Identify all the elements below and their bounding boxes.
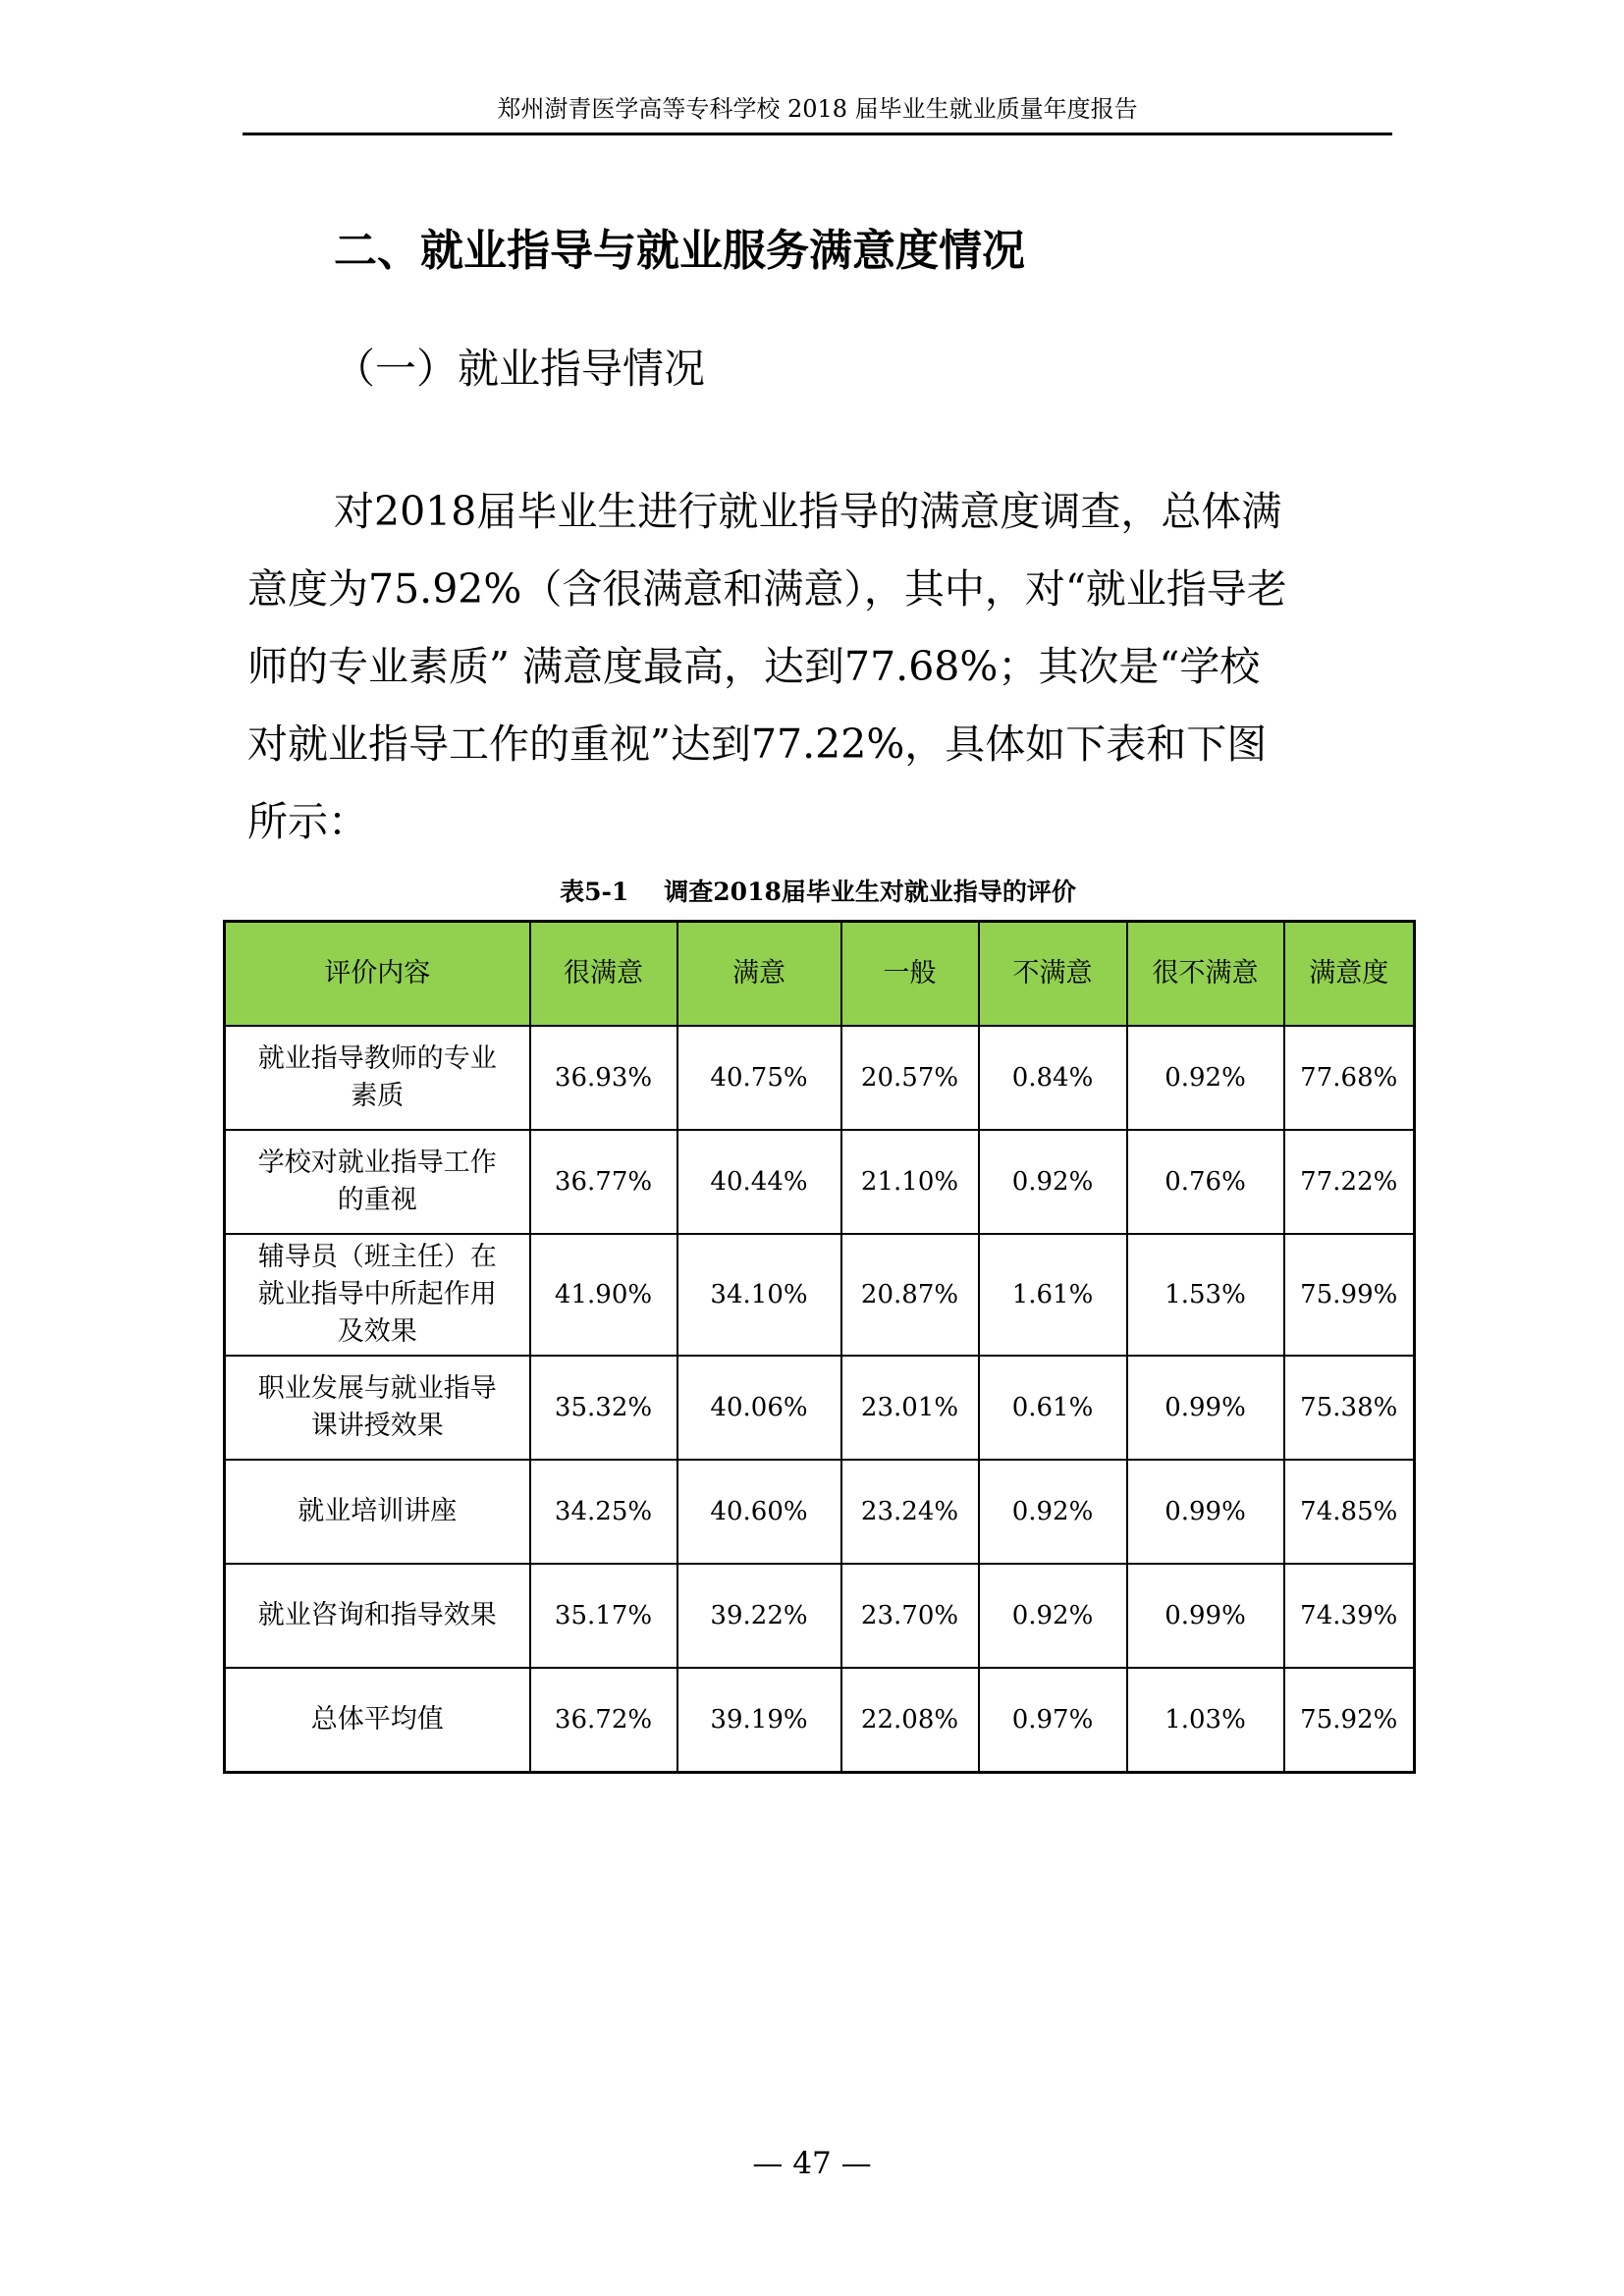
table-cell: 0.84% [979,1026,1127,1130]
table-cell: 75.38% [1284,1356,1415,1460]
table-row [225,1564,1415,1668]
table-cell: 35.32% [530,1356,677,1460]
column-header: 很不满意 [1127,922,1284,1027]
row-label [225,1356,530,1460]
table-cell: 40.44% [677,1130,841,1234]
row-label [225,1668,530,1773]
row-label-line: 课讲授效果 [310,1411,444,1441]
column-header: 一般 [841,922,979,1027]
page-number: — 47 — [752,2146,872,2181]
column-header: 评价内容 [225,922,530,1027]
table-header-row [225,922,1415,1027]
table-cell: 1.61% [979,1234,1127,1356]
row-label [225,1564,530,1668]
row-label-line: 就业培训讲座 [298,1496,458,1526]
table-cell: 39.22% [677,1564,841,1668]
paragraph-line: 对就业指导工作的重视”达到77.22%，具体如下表和下图 [247,721,1268,768]
table-cell: 36.72% [530,1668,677,1773]
table-cell: 34.10% [677,1234,841,1356]
table-cell: 0.92% [979,1460,1127,1564]
table-row-average [225,1668,1415,1773]
row-label [225,1460,530,1564]
column-header: 满意 [677,922,841,1027]
table-cell: 20.57% [841,1026,979,1130]
section-heading: 二、就业指导与就业服务满意度情况 [334,226,1025,276]
table-caption-title: 调查2018届毕业生对就业指导的评价 [664,878,1076,906]
paragraph-line: 师的专业素质” 满意度最高，达到77.68%；其次是“学校 [247,643,1261,690]
body-paragraph [247,473,1377,861]
row-label-line: 就业指导教师的专业 [257,1043,497,1074]
table-cell: 35.17% [530,1564,677,1668]
row-label-line: 的重视 [337,1185,417,1215]
paragraph-line: 对2018届毕业生进行就业指导的满意度调查，总体满 [334,488,1282,535]
row-label-line: 就业指导中所起作用 [257,1279,497,1309]
running-header: 郑州澍青医学高等专科学校 2018 届毕业生就业质量年度报告 [497,95,1138,123]
table-cell: 0.97% [979,1668,1127,1773]
table-cell: 0.99% [1127,1356,1284,1460]
column-header: 不满意 [979,922,1127,1027]
table-cell: 34.25% [530,1460,677,1564]
table-row [225,1130,1415,1234]
table-caption-number: 表5-1 [560,878,629,906]
paragraph-line: 意度为75.92%（含很满意和满意），其中，对“就业指导老 [247,565,1287,613]
header-rule [243,133,1392,135]
table-caption [223,877,1413,908]
table-cell: 21.10% [841,1130,979,1234]
table-row [225,1026,1415,1130]
paragraph-line: 所示： [247,798,368,845]
table-cell: 74.85% [1284,1460,1415,1564]
table-cell: 0.92% [1127,1026,1284,1130]
row-label-line: 就业咨询和指导效果 [257,1600,497,1630]
table-cell: 40.75% [677,1026,841,1130]
row-label-line: 职业发展与就业指导 [257,1373,497,1404]
table-cell: 75.99% [1284,1234,1415,1356]
table-row [225,1460,1415,1564]
table-cell: 1.03% [1127,1668,1284,1773]
row-label-line: 素质 [351,1081,405,1111]
table-cell: 75.92% [1284,1668,1415,1773]
row-label [225,1130,530,1234]
table-cell: 36.77% [530,1130,677,1234]
column-header: 满意度 [1284,922,1415,1027]
table-cell: 36.93% [530,1026,677,1130]
table-cell: 40.06% [677,1356,841,1460]
table-cell: 0.76% [1127,1130,1284,1234]
table-cell: 0.99% [1127,1460,1284,1564]
table-cell: 22.08% [841,1668,979,1773]
table-cell: 20.87% [841,1234,979,1356]
table-cell: 23.24% [841,1460,979,1564]
table-cell: 23.70% [841,1564,979,1668]
table-cell: 0.92% [979,1130,1127,1234]
table-cell: 0.92% [979,1564,1127,1668]
table-cell: 0.61% [979,1356,1127,1460]
table-cell: 41.90% [530,1234,677,1356]
table-cell: 39.19% [677,1668,841,1773]
table-row [225,1356,1415,1460]
table-cell: 74.39% [1284,1564,1415,1668]
table-cell: 23.01% [841,1356,979,1460]
subsection-heading: （一）就业指导情况 [334,345,706,393]
row-label-line: 辅导员（班主任）在 [257,1242,497,1272]
row-label [225,1234,530,1356]
table-cell: 1.53% [1127,1234,1284,1356]
row-label [225,1026,530,1130]
row-label-line: 总体平均值 [310,1704,444,1735]
evaluation-table [223,920,1416,1774]
row-label-line: 及效果 [337,1316,417,1347]
table-cell: 0.99% [1127,1564,1284,1668]
table-cell: 40.60% [677,1460,841,1564]
row-label-line: 学校对就业指导工作 [257,1148,497,1178]
table-row [225,1234,1415,1356]
table-cell: 77.22% [1284,1130,1415,1234]
column-header: 很满意 [530,922,677,1027]
table-cell: 77.68% [1284,1026,1415,1130]
